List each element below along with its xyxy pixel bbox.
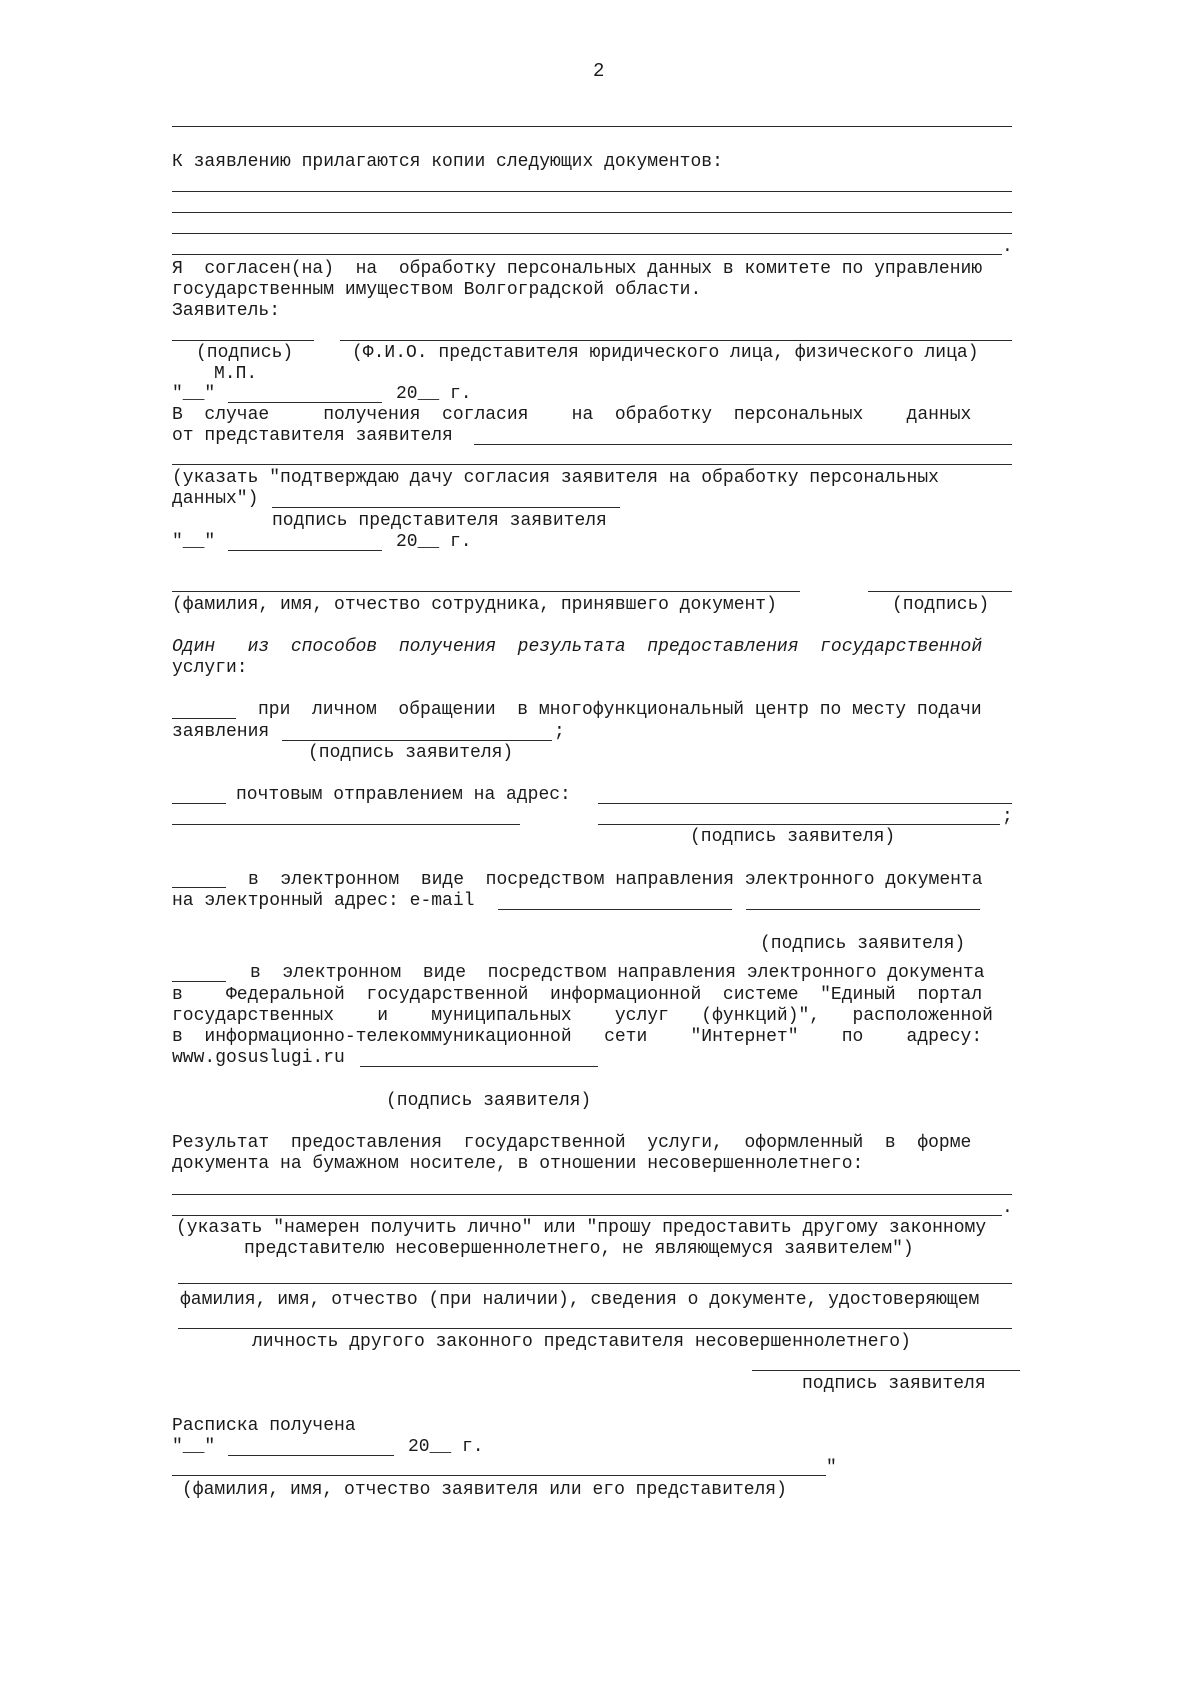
postal-checkbox-line[interactable] [172, 803, 226, 804]
portal-line-4: в информационно-телекоммуникационной сети "Интернет" по адресу: [172, 1027, 983, 1047]
email-checkbox-line[interactable] [172, 887, 226, 888]
receipt-date-quote: "__" [172, 1437, 216, 1457]
result-applicant-signature-line [752, 1370, 1020, 1371]
representative-date-quote: "__" [172, 532, 216, 552]
result-fio-line-1 [178, 1283, 1012, 1284]
personal-semicolon: ; [554, 722, 565, 742]
postal-semicolon: ; [1002, 807, 1013, 827]
applicant-fio-caption: (Ф.И.О. представителя юридического лица, физического лица) [352, 343, 979, 363]
personal-line-2: заявления [172, 722, 270, 742]
methods-intro-line-2: услуги: [172, 658, 248, 678]
postal-signature-caption: (подпись заявителя) [690, 827, 896, 847]
receipt-date-month-line [228, 1455, 394, 1456]
page-number: 2 [593, 60, 605, 82]
methods-intro-line-1: Один из способов получения результата предоставления государственной [172, 637, 983, 657]
personal-line-1: при личном обращении в многофункциональный центр по месту подачи [258, 700, 982, 720]
applicant-label: Заявитель: [172, 301, 281, 321]
applicant-signature-line [172, 340, 314, 341]
representative-signature-caption: подпись представителя заявителя [272, 511, 607, 531]
result-fio-caption-1: фамилия, имя, отчество (при наличии), сведения о документе, удостоверяющем [180, 1290, 980, 1310]
representative-line-1: В случае получения согласия на обработку персональных данных [172, 405, 972, 425]
postal-label: почтовым отправлением на адрес: [236, 785, 571, 805]
representative-date-year: 20__ г. [396, 532, 472, 552]
representative-note-line-1: (указать "подтверждаю дачу согласия заявителя на обработку персональных [172, 468, 939, 488]
consent-date-month-line [228, 402, 382, 403]
consent-line-1: Я согласен(на) на обработку персональных данных в комитете по управлению [172, 259, 983, 279]
employee-signature-caption: (подпись) [892, 595, 990, 615]
result-note-line-1: (указать "намерен получить лично" или "прошу предоставить другому законному [176, 1218, 987, 1238]
personal-checkbox-line[interactable] [172, 718, 236, 719]
postal-signature-line [598, 824, 1000, 825]
email-signature-line [746, 909, 980, 910]
email-address-line [498, 909, 732, 910]
result-fill-line-1 [172, 1194, 1012, 1195]
postal-address-line-1 [598, 803, 1012, 804]
representative-fill-line-1 [474, 444, 1012, 445]
attachments-label: К заявлению прилагаются копии следующих документов: [172, 152, 723, 172]
receipt-fio-caption: (фамилия, имя, отчество заявителя или его представителя) [182, 1480, 787, 1500]
attachments-line-4 [172, 254, 1002, 255]
portal-line-1: в электронном виде посредством направления электронного документа [250, 963, 985, 983]
representative-fill-line-2 [172, 464, 1012, 465]
consent-line-2: государственным имуществом Волгоградской области. [172, 280, 702, 300]
consent-date-year: 20__ г. [396, 384, 472, 404]
email-signature-caption: (подпись заявителя) [760, 934, 966, 954]
result-applicant-signature-caption: подпись заявителя [802, 1374, 986, 1394]
result-fio-line-2 [178, 1328, 1012, 1329]
receipt-date-year: 20__ г. [408, 1437, 484, 1457]
attachments-end-dot: . [1002, 237, 1013, 257]
email-line-1: в электронном виде посредством направления электронного документа [248, 870, 983, 890]
portal-signature-line [360, 1066, 598, 1067]
representative-line-2: от представителя заявителя [172, 426, 453, 446]
employee-fio-caption: (фамилия, имя, отчество сотрудника, принявшего документ) [172, 595, 777, 615]
representative-note-line-2: данных") [172, 489, 259, 509]
consent-date-quote: "__" [172, 384, 216, 404]
applicant-fio-line [340, 340, 1012, 341]
receipt-fio-line [172, 1475, 826, 1476]
attachments-line-3 [172, 233, 1012, 234]
result-line-2: документа на бумажном носителе, в отношении несовершеннолетнего: [172, 1154, 864, 1174]
header-rule [172, 126, 1012, 127]
portal-signature-caption: (подпись заявителя) [386, 1091, 592, 1111]
personal-signature-line [282, 740, 552, 741]
portal-line-2: в Федеральной государственной информационной системе "Единый портал [172, 985, 983, 1005]
employee-signature-line [868, 591, 1012, 592]
result-fill-line-2 [172, 1215, 1002, 1216]
portal-checkbox-line[interactable] [172, 981, 226, 982]
applicant-signature-caption: (подпись) [196, 343, 294, 363]
portal-line-5: www.gosuslugi.ru [172, 1048, 345, 1068]
attachments-line-2 [172, 212, 1012, 213]
portal-line-3: государственных и муниципальных услуг (функций)", расположенной [172, 1006, 993, 1026]
postal-address-line-2 [172, 824, 520, 825]
attachments-line-1 [172, 191, 1012, 192]
representative-signature-line [272, 507, 620, 508]
stamp-label: М.П. [214, 364, 258, 384]
result-fio-caption-2: личность другого законного представителя несовершеннолетнего) [252, 1332, 911, 1352]
representative-date-month-line [228, 550, 382, 551]
result-end-dot: . [1002, 1198, 1013, 1218]
employee-fio-line [172, 591, 800, 592]
personal-signature-caption: (подпись заявителя) [308, 743, 514, 763]
receipt-label: Расписка получена [172, 1416, 356, 1436]
result-line-1: Результат предоставления государственной услуги, оформленный в форме [172, 1133, 972, 1153]
result-note-line-2: представителю несовершеннолетнего, не являющемуся заявителем") [244, 1239, 914, 1259]
email-line-2: на электронный адрес: e-mail [172, 891, 475, 911]
receipt-closing-quote: " [826, 1458, 837, 1478]
